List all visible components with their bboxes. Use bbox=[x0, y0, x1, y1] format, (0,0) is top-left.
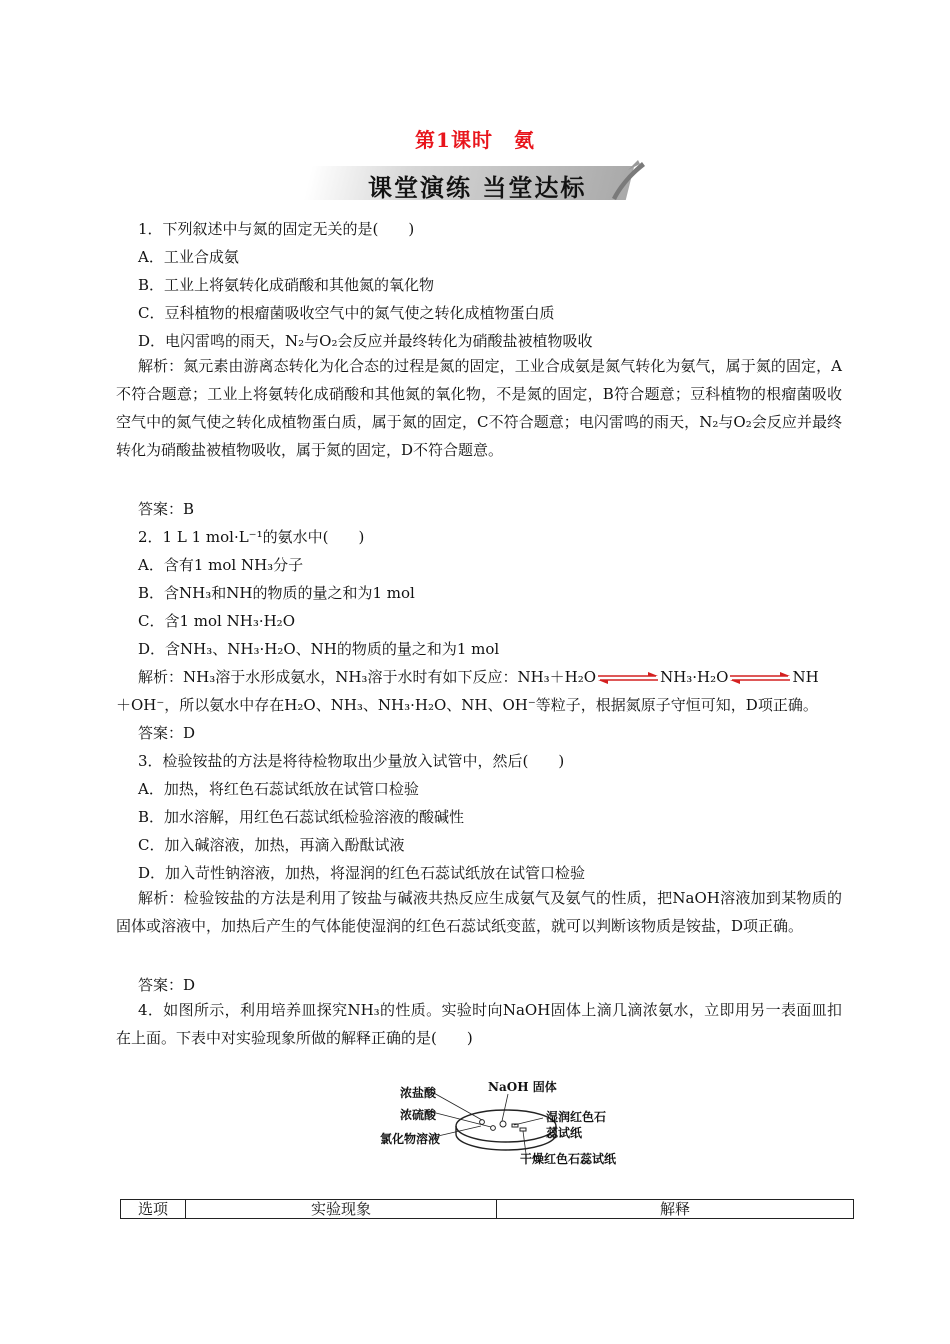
table-header-row bbox=[121, 1200, 854, 1219]
q1-option-a: A．工业合成氨 bbox=[138, 248, 239, 266]
q2-analysis-line2: ＋OH⁻，所以氨水中存在H₂O、NH₃、NH₃·H₂O、NH、OH⁻等粒子，根据氮原子守恒可知，D项正确。 bbox=[116, 696, 818, 714]
q4-stem: 4．如图所示，利用培养皿探究NH₃的性质。实验时向NaOH固体上滴几滴浓氨水，立即用另一表面皿扣在上面。下表中对实验现象所做的解释正确的是( ) bbox=[116, 1001, 842, 1047]
q2-option-c: C．含1 mol NH₃·H₂O bbox=[138, 612, 295, 630]
q2-answer: 答案：D bbox=[138, 724, 196, 742]
q1-option-b: B．工业上将氨转化成硝酸和其他氮的氧化物 bbox=[138, 276, 435, 294]
label-dry-litmus-paper: 干燥红色石蕊试纸 bbox=[520, 1152, 617, 1166]
q3-answer: 答案：D bbox=[138, 976, 196, 994]
label-concentrated-hcl: 浓盐酸 bbox=[400, 1086, 437, 1100]
label-wet-litmus-paper: 湿润红色石 bbox=[546, 1110, 607, 1124]
q3-option-a: A．加热，将红色石蕊试纸放在试管口检验 bbox=[138, 780, 419, 798]
q3-option-d: D．加入苛性钠溶液，加热，将湿润的红色石蕊试纸放在试管口检验 bbox=[138, 864, 586, 882]
banner-text: 课堂演练 当堂达标 bbox=[368, 173, 587, 202]
q2-analysis-middle: NH₃·H₂O bbox=[660, 668, 729, 686]
header-explanation: 解释 bbox=[497, 1200, 854, 1219]
equilibrium-arrow-icon bbox=[596, 672, 660, 684]
q2-analysis-end: NH bbox=[792, 668, 819, 686]
q2-option-a: A．含有1 mol NH₃分子 bbox=[138, 556, 304, 574]
label-naoh-solid: NaOH 固体 bbox=[488, 1080, 557, 1094]
q2-analysis-start: 解析：NH₃溶于水形成氨水，NH₃溶于水时有如下反应：NH₃＋H₂O bbox=[138, 668, 597, 686]
q2-option-d: D．含NH₃、NH₃·H₂O、NH的物质的量之和为1 mol bbox=[138, 640, 500, 658]
q1-option-c: C．豆科植物的根瘤菌吸收空气中的氮气使之转化成植物蛋白质 bbox=[138, 304, 555, 322]
header-option: 选项 bbox=[121, 1200, 186, 1219]
q3-option-c: C．加入碱溶液，加热，再滴入酚酞试液 bbox=[138, 836, 405, 854]
label-concentrated-h2so4: 浓硫酸 bbox=[400, 1108, 437, 1122]
q3-analysis: 解析：检验铵盐的方法是利用了铵盐与碱液共热反应生成氨气及氨气的性质，把NaOH溶液加到某物质的固体或溶液中，加热后产生的气体能使湿润的红色石蕊试纸变蓝，就可以判断该物质是铵盐，D项正确。 bbox=[116, 889, 842, 935]
brush-stroke-icon bbox=[608, 158, 648, 204]
lesson-title: 第1课时 氨 bbox=[415, 128, 535, 152]
label-wet-litmus-paper-2: 蕊试纸 bbox=[546, 1126, 583, 1140]
q1-stem: 1．下列叙述中与氮的固定无关的是( ) bbox=[138, 220, 415, 238]
equilibrium-arrow-icon bbox=[728, 672, 792, 684]
q1-answer: 答案：B bbox=[138, 500, 195, 518]
q2-analysis-line1 bbox=[138, 666, 819, 687]
q1-analysis: 解析：氮元素由游离态转化为化合态的过程是氮的固定，工业合成氨是氮气转化为氨气，属于氮的固定，A不符合题意；工业上将氨转化成硝酸和其他氮的氧化物，不是氮的固定，B符合题意；豆科植物的根瘤菌吸收空气中的氮气使之转化成植物蛋白质，属于氮的固定，C不符合题意；电闪雷鸣的雨天，N₂与O₂会反应并最终转化为硝酸盐被植物吸收，属于氮的固定，D不符合题意。 bbox=[116, 357, 842, 459]
header-phenomenon: 实验现象 bbox=[186, 1200, 497, 1219]
q2-stem: 2．1 L 1 mol·L⁻¹的氨水中( ) bbox=[138, 528, 365, 546]
petri-dish-figure bbox=[378, 1078, 638, 1170]
q3-stem: 3．检验铵盐的方法是将待检物取出少量放入试管中，然后( ) bbox=[138, 752, 565, 770]
label-chloride-solution: 氯化物溶液 bbox=[380, 1132, 441, 1146]
q1-option-d: D．电闪雷鸣的雨天，N₂与O₂会反应并最终转化为硝酸盐被植物吸收 bbox=[138, 332, 593, 350]
options-table bbox=[120, 1199, 854, 1219]
section-banner bbox=[308, 158, 644, 204]
q3-option-b: B．加水溶解，用红色石蕊试纸检验溶液的酸碱性 bbox=[138, 808, 465, 826]
q2-option-b: B．含NH₃和NH的物质的量之和为1 mol bbox=[138, 584, 415, 602]
